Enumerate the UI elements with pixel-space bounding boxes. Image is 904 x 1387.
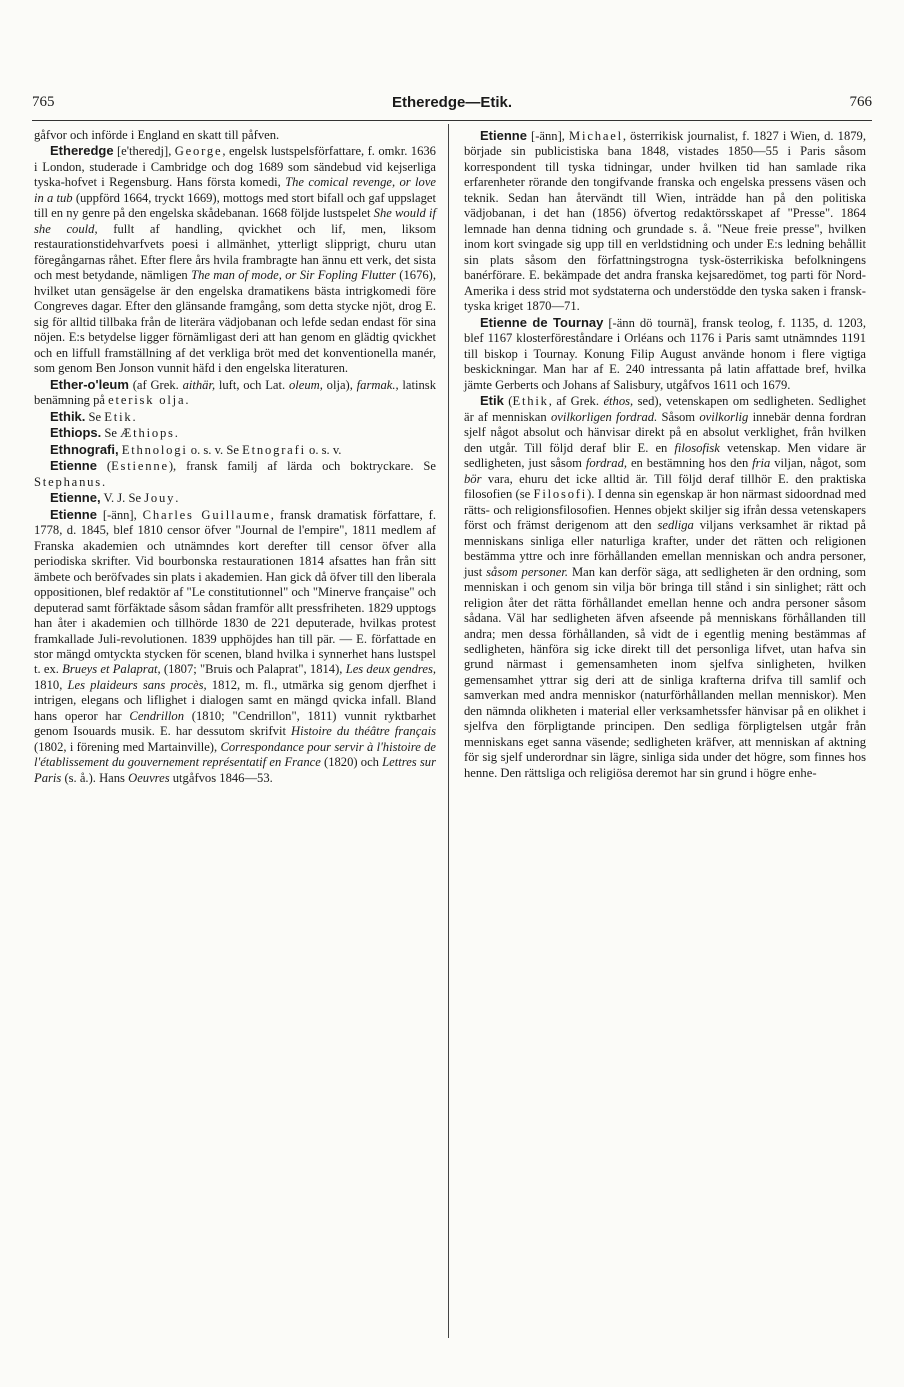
- italic-title: The man of mode, or Sir Fopling Flutter: [191, 268, 396, 283]
- entry-text: (af Grek.: [128, 377, 183, 392]
- spaced-term: Ethnologi: [121, 442, 188, 457]
- entry-etienne-vj: [34, 490, 436, 506]
- entry-text: .: [185, 393, 189, 408]
- entry-text: luft, och Lat.: [215, 377, 289, 392]
- entry-text: [-änn],: [526, 129, 570, 143]
- cross-reference: Jouy: [144, 491, 176, 506]
- entry-text: (: [96, 459, 112, 474]
- headword: Etienne: [480, 128, 527, 143]
- entry-text: innebär denna fordran sjelf något absolut och hänvisar direkt på en absolut verklighet, från hvilken den utgår. Till följd deraf blir E. en: [464, 409, 867, 455]
- italic-term: aithär,: [182, 377, 216, 392]
- spaced-term: eterisk olja: [108, 393, 186, 408]
- italic-term: ovilkorligen fordrad.: [550, 409, 658, 424]
- entry-text: ). I denna sin egenskap är hon närmast sidoordnad med rätts- och religionsfilosofien. Hennes objekt skiljer sig ifrån dessa vetenskapers först och främst derigenom att den: [464, 487, 866, 533]
- entry-text: sed), vetenskapen om sedligheten. Sedlighet är af menniskan: [464, 394, 866, 424]
- entry-text: Såsom: [657, 409, 700, 424]
- cross-reference: Filosofi: [533, 487, 588, 502]
- entry-text: .: [174, 426, 178, 441]
- italic-title: Cendrillon: [129, 708, 184, 723]
- italic-title: Oeuvres: [128, 770, 170, 785]
- entry-text: (s. å.). Hans: [61, 770, 129, 785]
- cross-reference: Stephanus: [34, 474, 102, 489]
- entry-text: o. s. v.: [305, 442, 342, 457]
- italic-term: éthos,: [603, 394, 634, 409]
- entry-text: vetenskap. Men vidare är sedligheten, just såsom: [464, 440, 867, 471]
- headword: Ethnografi,: [50, 441, 119, 457]
- headword: Ether-o'leum: [50, 376, 129, 392]
- entry-text: Se: [101, 426, 121, 441]
- entry-text: , österrikisk journalist, f. 1827 i Wien, d. 1879, började sin publicistiska bana 1848, vistades 1850—55 i Paris såsom korrespondent till tyska tidningar, under hvilken tid han samlade rika erfarenheter rörande den tongifvande franska och engelska pressens väsen och teknik. Sedan han återvändt till Wien, inträdde han på den politiska vädjobanan, i det han (1856) öfvertog redaktörsskapet af "Presse". 1864 lemnade han denna tidning och grundade s. å. "Neue freie presse", hvilken inom kort svingade sig upp till en verldstidning och under E:s ledning behållit sin plats såsom den författningstrogna tysk-österrikiska befolkningens banérförare. E. bekämpade det andra franska kejsaredömet, tog parti för Nord-Amerika i dess strid mot sydstaterna och understödde den tyska saken i fransk-tyska kriget 1870—71.: [464, 129, 866, 314]
- entry-text: (uppförd 1664, tryckt 1669), mottogs med stort bifall och gaf uppslaget till en ny genre på den engelska skådebanan. 1668 följde lustspelet: [34, 190, 436, 221]
- headword: Etienne: [50, 458, 97, 474]
- left-column: [34, 128, 436, 786]
- italic-title: Brueys et Palaprat,: [62, 662, 161, 677]
- headword: Etienne: [50, 506, 97, 522]
- italic-term: såsom personer.: [486, 564, 569, 579]
- entry-text: (1807; "Bruis och Palaprat", 1814),: [160, 662, 346, 677]
- entry-text: o. s. v. Se: [187, 442, 243, 457]
- entry-text: Man kan derför säga, att sedligheten är den ordning, som menniskan i och genom sin vilja bör bringa till stånd i sin sinlighet; rätt och religion åter det rätta förhållandet emellan henne och andra personer såsom sådana. Väl har sedligheten äfven afseende på menniskans förhållanden till andra; men dessa förhållanden, så vidt de i egentlig mening bestämmas af sedligheten, hänföra sig icke direkt till det personliga lifvet, utan hafva sin grund närmast i gemensamheten inom sjelfva sinligheten, hvilken gemensamhet yttrar sig deri att de sinliga krafterna drifva till samlif och samverkan med andra menniskor (naturförhållanden mellan menniskor). Men den nämnda olikheten i material eller verksamhetssfer hänvisar på en olikhet i sjelfva den förpligtande principen. Den sedliga förpligtelsen utgår från menniskans eget sanna väsende; sedligheten kräfver, att menniskan af aktning för sig sjelf underordnar sin lägre, sinliga sida under det högre, som finnes hos henne. Den rättsliga och religiösa deremot har sin grund i högre enhe-: [464, 564, 866, 780]
- header-rule: [32, 120, 872, 121]
- entry-text: (: [503, 394, 513, 409]
- italic-term: ovilkorlig: [699, 409, 749, 424]
- italic-title: Les deux gendres,: [345, 662, 436, 677]
- entry-text: , fransk dramatisk författare, f. 1778, d. 1845, blef 1810 censor öfver "Journal de l'empire", 1811 medlem af Franska akademien och utnämndes kort derefter till censor öfver alla periodiska skrifter. Vid bourbonska restaurationen 1814 afsattes han från sitt ämbete och beröfvades sin plats i akademien. Han gick då öfver till den liberala oppositionen, blef redaktör af "Le constitutionnel" och "Minerve française" och deputerad samt förfäktade såsom sådan framför allt pressfriheten. 1829 upptogs han åter i akademien och tillhörde 1830 de 221 deputerade, hvilkas protest framkallade Juli-revolutionen. 1839 upphöjdes han till pär. — E. författade en stor mängd omtyckta stycken för scenen, bland hvilka i synnerhet hans lustspel t. ex.: [34, 507, 436, 677]
- entry-text: , engelsk lustspelsförfattare, f. omkr. 1636 i London, studerade i Cambridge och dog 1689 som sändebud vid kejserliga tyska-hofvet i Regensburg. Hans första komedi,: [34, 144, 436, 190]
- entry-etik: [464, 393, 866, 781]
- entry-continuation: gåfvor och införde i England en skatt till påfven.: [34, 128, 280, 142]
- entry-text: , af Grek.: [548, 394, 604, 409]
- cross-reference: Æthiops: [120, 426, 175, 441]
- italic-title: The comical revenge, or love in a tub: [34, 175, 436, 205]
- entry-text: utgåfvos 1846—53.: [169, 770, 273, 785]
- italic-term: farmak.,: [356, 377, 399, 392]
- headword: Ethiops.: [50, 425, 102, 441]
- italic-term: bör: [464, 471, 482, 486]
- running-title: Etheredge—Etik.: [391, 94, 513, 111]
- headword: Etik: [480, 393, 504, 409]
- entry-text: (1810; "Cendrillon", 1811) vunnit ryktbarhet genom Isouards musik. E. har dessutom skrifvit: [34, 708, 436, 739]
- entry-text: .: [175, 491, 179, 506]
- headword: Etheredge: [50, 143, 114, 159]
- entry-text: olja),: [322, 377, 357, 392]
- italic-title: Les plaideurs sans procès,: [67, 677, 207, 692]
- entry-text: .: [101, 474, 106, 489]
- headword: Ethik.: [50, 408, 86, 424]
- page-number-left: 765: [32, 94, 55, 110]
- spaced-term: Ethik: [512, 394, 549, 409]
- italic-title: Histoire du théâtre français: [291, 724, 436, 739]
- cross-reference: Etik: [104, 409, 133, 424]
- italic-term: oleum,: [288, 377, 323, 392]
- entry-ethiops: [34, 425, 436, 441]
- spaced-term: Estienne: [111, 459, 169, 474]
- page-number-right: 766: [849, 94, 872, 110]
- entry-ether-oleum: [34, 377, 436, 409]
- italic-term: filosofisk: [674, 440, 720, 455]
- entry-ethik: [34, 409, 436, 425]
- cross-reference: Etnografi: [242, 442, 306, 457]
- entry-text: 1812, m. fl., utmärka sig genom djerfhet i intrigen, elegans och liflighet i dialogen samt en mängd qvicka infall. Bland hans operor har: [34, 677, 436, 723]
- entry-text: [-änn dö tournä], fransk teolog, f. 1135, d. 1203, blef 1167 klosterföreståndare i Orléans och 1176 i Paris samt utnämndes 1191 till biskop i Tournay. Konung Filip August använde honom i flere vigtiga beskickningar. Man har af E. 240 intressanta på latin affattade bref, hvilka jämte Gerberts och Johans af Salisbury, utgåfvos 1611 och 1679.: [464, 315, 866, 392]
- entry-text: viljan, något, som: [770, 456, 866, 471]
- entry-text: (1676), hvilket utan gensägelse är den engelska dramatikens bästa intrigkomedi före Congreves dagar. Efter den glänsande framgång, som detta stycke njöt, drog E. sig för alltid tillbaka från de literära vädjobanan och lefde sedan endast för sina nöjen. E:s betydelse ligger förnämligast deri att han genom en glädtig qvickhet och en liffull framställning af det verkliga bröt med det konventionella manér, som genom Ben Jonson vunnit häfd i den engelska literaturen.: [34, 268, 437, 376]
- entry-text: en bestämning hos den: [627, 456, 753, 471]
- entry-etheredge: [34, 143, 436, 376]
- entry-etienne-michael: [464, 128, 866, 315]
- entry-text: fullt af handling, qvickhet och lif, men, liksom restaurationstidehvarfvets poesi i allmänhet, ytterligt slipprigt, churu utan föregångarnas råhet. Efter flere års hvila frambragte han ännu ett verk, det sista och mest betydande, nämligen: [34, 221, 436, 283]
- entry-text: viljans verksamhet är riktad på menniskans sinliga eller naturliga krafter, under det rätten och religionen bestämma yttre och inre förhållanden emellan menniskan och andra personer, just: [464, 518, 866, 579]
- entry-etienne-de-tournay: [464, 315, 866, 393]
- spaced-name: Michael: [569, 129, 623, 143]
- entry-etienne-charles: [34, 507, 436, 787]
- right-column: [464, 128, 866, 781]
- entry-text: vara, ehuru det icke alltid är. Till följd deraf tillhör E. den praktiska filosofien (se: [464, 471, 866, 502]
- entry-etienne-family: [34, 458, 436, 490]
- page-header: [32, 94, 872, 118]
- italic-term: fordrad,: [585, 456, 628, 471]
- italic-term: sedliga: [657, 518, 694, 533]
- headword: Etienne de Tournay: [480, 314, 604, 330]
- headword: Etienne,: [50, 490, 101, 506]
- italic-title: Lettres sur Paris: [34, 755, 436, 785]
- italic-title: She would if she could,: [34, 206, 436, 236]
- column-divider: [448, 124, 449, 1338]
- entry-ethnografi: [34, 442, 436, 458]
- entry-text: (1820) och: [320, 755, 383, 770]
- entry-text: 1810,: [34, 677, 68, 692]
- entry-text: Se: [85, 409, 105, 424]
- entry-text: .: [132, 409, 136, 424]
- entry-text: (1802, i förening med Martainville),: [34, 739, 221, 754]
- entry-text: V. J. Se: [100, 491, 145, 506]
- italic-title: Correspondance pour servir à l'histoire de l'établissement du gouvernement représentatif en France: [34, 739, 436, 770]
- spaced-name: Charles Guillaume: [142, 507, 271, 522]
- entry-text: latinsk benämning på: [34, 377, 437, 408]
- italic-term: fria: [752, 456, 771, 471]
- entry-text: [-änn],: [96, 507, 143, 522]
- entry-text: ), fransk familj af lärda och boktryckare. Se: [168, 459, 436, 474]
- entry-text: [e'theredj],: [113, 144, 175, 159]
- spaced-name: George: [174, 144, 223, 159]
